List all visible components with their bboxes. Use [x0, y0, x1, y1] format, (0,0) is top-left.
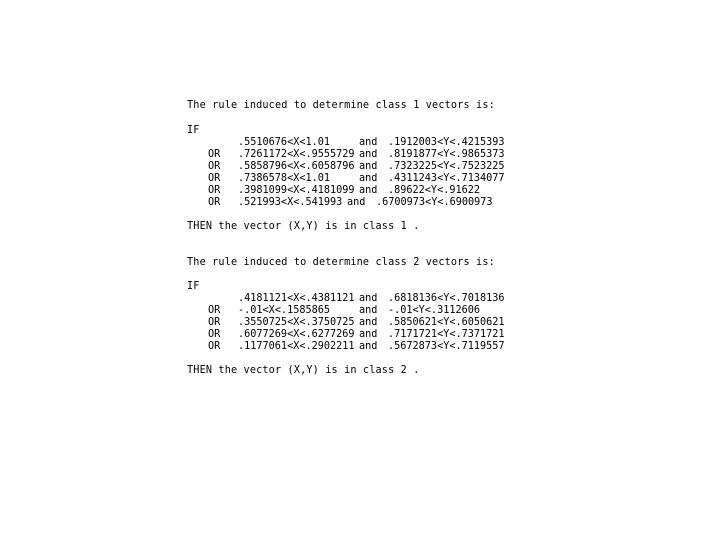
- condition-operator: OR: [208, 341, 221, 352]
- x-range: .5510676<X<1.01: [238, 137, 331, 148]
- x-range: .4181121<X<.4381121: [238, 293, 355, 304]
- class-2-conclusion: THEN the vector (X,Y) is in class 2 .: [187, 365, 420, 376]
- x-range: .3550725<X<.3750725: [238, 317, 355, 328]
- conjunction: and: [359, 137, 378, 148]
- y-range: .4311243<Y<.7134077: [388, 173, 505, 184]
- condition-row: [187, 305, 517, 317]
- condition-operator: OR: [208, 305, 221, 316]
- condition-row: [187, 173, 517, 185]
- class-1-heading: The rule induced to determine class 1 vectors is:: [187, 100, 495, 111]
- condition-operator: OR: [208, 317, 221, 328]
- class-1-if-label: IF: [187, 125, 200, 136]
- y-range: .6700973<Y<.6900973: [376, 197, 493, 208]
- condition-row: [187, 149, 517, 161]
- x-range: .7386578<X<1.01: [238, 173, 331, 184]
- x-range: .5858796<X<.6058796: [238, 161, 355, 172]
- x-range: .6077269<X<.6277269: [238, 329, 355, 340]
- conjunction: and: [347, 197, 366, 208]
- x-range: .7261172<X<.9555729: [238, 149, 355, 160]
- conjunction: and: [359, 185, 378, 196]
- y-range: .89622<Y<.91622: [388, 185, 481, 196]
- conjunction: and: [359, 161, 378, 172]
- condition-operator: OR: [208, 197, 221, 208]
- condition-operator: OR: [208, 161, 221, 172]
- x-range: .3981099<X<.4181099: [238, 185, 355, 196]
- condition-row: [187, 137, 517, 149]
- conjunction: and: [359, 173, 378, 184]
- condition-operator: OR: [208, 329, 221, 340]
- conjunction: and: [359, 149, 378, 160]
- condition-row: [187, 329, 517, 341]
- condition-row: [187, 293, 517, 305]
- conjunction: and: [359, 341, 378, 352]
- class-2-heading: The rule induced to determine class 2 vectors is:: [187, 257, 495, 268]
- class-2-if-label: IF: [187, 281, 200, 292]
- conjunction: and: [359, 293, 378, 304]
- condition-row: [187, 161, 517, 173]
- x-range: .521993<X<.541993: [238, 197, 343, 208]
- conjunction: and: [359, 329, 378, 340]
- condition-operator: OR: [208, 173, 221, 184]
- condition-operator: OR: [208, 149, 221, 160]
- condition-operator: OR: [208, 185, 221, 196]
- class-1-conclusion: THEN the vector (X,Y) is in class 1 .: [187, 221, 420, 232]
- x-range: .1177061<X<.2902211: [238, 341, 355, 352]
- condition-row: [187, 185, 517, 197]
- y-range: -.01<Y<.3112606: [388, 305, 481, 316]
- x-range: -.01<X<.1585865: [238, 305, 331, 316]
- y-range: .5850621<Y<.6050621: [388, 317, 505, 328]
- y-range: .7171721<Y<.7371721: [388, 329, 505, 340]
- conjunction: and: [359, 305, 378, 316]
- y-range: .7323225<Y<.7523225: [388, 161, 505, 172]
- conjunction: and: [359, 317, 378, 328]
- condition-row: [187, 341, 517, 353]
- condition-row: [187, 317, 517, 329]
- y-range: .1912003<Y<.4215393: [388, 137, 505, 148]
- condition-row: [187, 197, 517, 209]
- y-range: .5672873<Y<.7119557: [388, 341, 505, 352]
- y-range: .8191877<Y<.9865373: [388, 149, 505, 160]
- y-range: .6818136<Y<.7018136: [388, 293, 505, 304]
